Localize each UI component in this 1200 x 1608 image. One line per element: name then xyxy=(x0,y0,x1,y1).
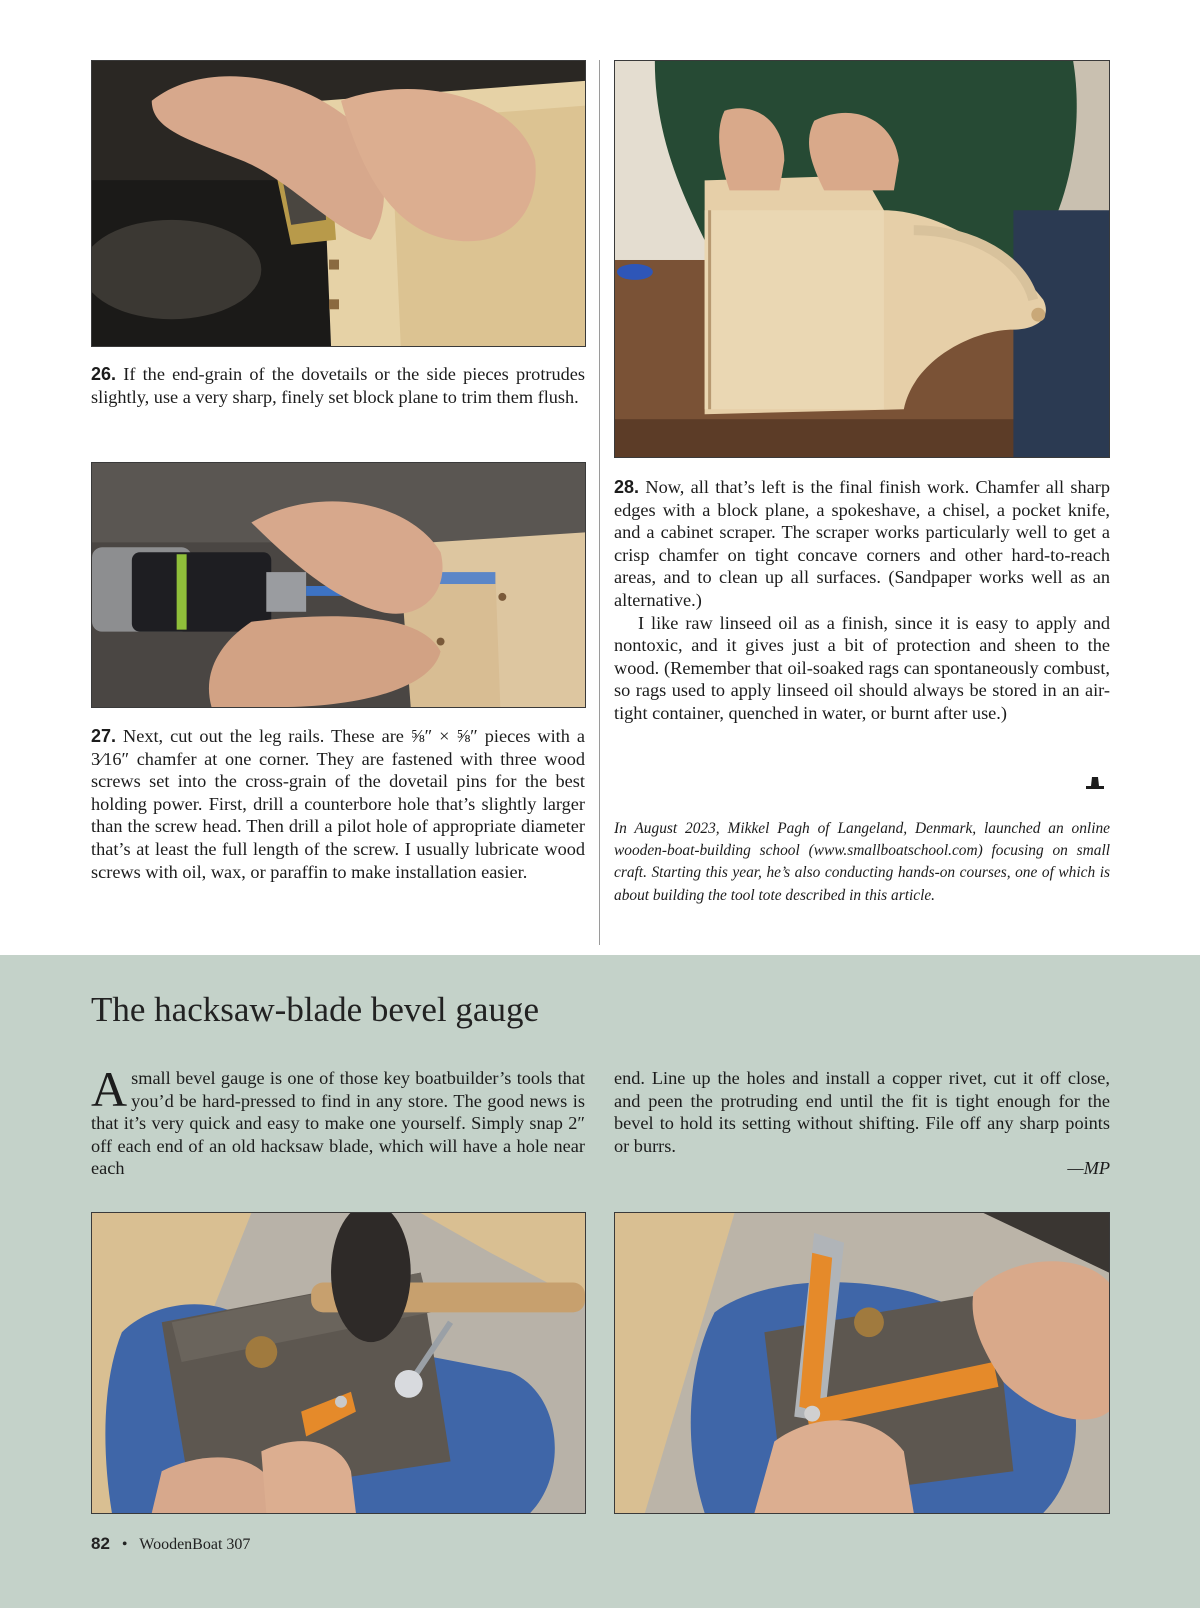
photo-peening-rivet xyxy=(91,1212,586,1514)
caption-26-number: 26. xyxy=(91,364,117,384)
page-footer xyxy=(91,1534,250,1554)
caption-28 xyxy=(614,476,1110,725)
page-number: 82 xyxy=(91,1534,110,1553)
sidebar-text-1: small bevel gauge is one of those key boatbuilder’s tools that you’d be hard-pressed to find in any store. The good news is that it’s very quick and easy to make one yourself. Simply snap 2″ off each end of an old hacksaw blade, which will have a hole near each xyxy=(91,1068,585,1179)
author-bio: In August 2023, Mikkel Pagh of Langeland, Denmark, launched an online wooden-boat-building school (www.smallboatschool.com) focusing on small craft. Starting this year, he’s also conducting hands-on courses, one of which is about building the tool tote described in this article. xyxy=(614,820,1110,904)
drop-cap: A xyxy=(91,1061,128,1117)
footer-separator: • xyxy=(121,1536,128,1553)
caption-26 xyxy=(91,363,585,408)
sidebar-signature: —MP xyxy=(1067,1158,1110,1179)
sidebar-title: The hacksaw-blade bevel gauge xyxy=(91,990,539,1029)
caption-27 xyxy=(91,725,585,883)
photo-27-drilling xyxy=(91,462,586,708)
photo-finished-bevel-gauge xyxy=(614,1212,1110,1514)
column-divider xyxy=(599,60,600,945)
photo-26-block-plane xyxy=(91,60,586,347)
photo-28-tool-tote xyxy=(614,60,1110,458)
end-mark-icon xyxy=(1086,774,1104,795)
caption-28-paragraph-2: I like raw linseed oil as a finish, since it is easy to apply and nontoxic, and it gives just a bit of protection and sheen to the wood. (Remember that oil-soaked rags can spontaneously combust, so rags used to apply linseed oil should always be stored in an air-tight container, quenched in water, or burnt after use.) xyxy=(614,612,1110,723)
caption-28-number: 28. xyxy=(614,477,640,497)
sidebar-column-2 xyxy=(614,1067,1110,1180)
sidebar-panel xyxy=(0,955,1200,1608)
sidebar-text-2: end. Line up the holes and install a copper rivet, cut it off close, and peen the protruding end until the fit is tight enough for the bevel to hold its setting without shifting. File off any sharp points or burrs. xyxy=(614,1068,1110,1156)
caption-26-text: If the end-grain of the dovetails or the side pieces protrudes slightly, use a very sharp, finely set block plane to trim them flush. xyxy=(91,364,585,407)
caption-28-text: Now, all that’s left is the final finish work. Chamfer all sharp edges with a block plane, a spokeshave, a chisel, a pocket knife, and a cabinet scraper. The scraper works particularly well to get a crisp chamfer on tight concave corners and other hard-to-reach areas, and to clean up all surfaces. (Sandpaper works well as an alternative.) xyxy=(614,477,1111,610)
publication-name: WoodenBoat 307 xyxy=(139,1536,251,1553)
caption-27-text: Next, cut out the leg rails. These are ⅝″ × ⅝″ pieces with a 3⁄16″ chamfer at one corner. They are fastened with three wood screws set into the cross-grain of the dovetail pins for the best holding power. First, drill a counterbore hole that’s slightly larger than the screw head. Then drill a pilot hole of appropriate diameter that’s at least the full length of the screw. I usually lubricate wood screws with oil, wax, or paraffin to make installation easier. xyxy=(91,726,585,882)
sidebar-column-1 xyxy=(91,1061,585,1180)
caption-27-number: 27. xyxy=(91,726,117,746)
